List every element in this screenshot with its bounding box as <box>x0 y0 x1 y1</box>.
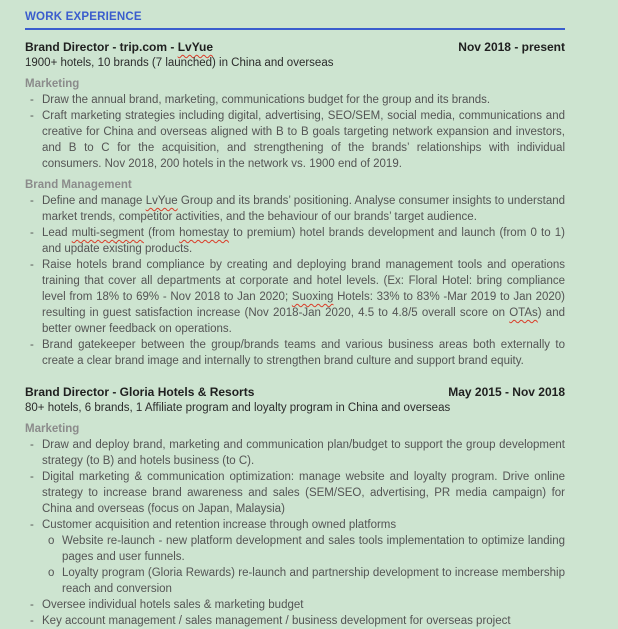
bullet-item <box>25 193 565 225</box>
bullet-text: Draw the annual brand, marketing, communications budget for the group and its brands. <box>42 94 491 106</box>
bullet-item <box>25 437 565 469</box>
bullet-item <box>25 92 565 108</box>
section-title: WORK EXPERIENCE <box>25 11 142 23</box>
bullet-text: Oversee individual hotels sales & marketing budget <box>42 599 304 611</box>
bullet-item <box>25 108 565 172</box>
bullet-dash-marker <box>25 437 42 469</box>
job-dates: May 2015 - Nov 2018 <box>448 385 565 399</box>
bullet-dash-marker <box>25 597 42 613</box>
bullet-item <box>25 337 565 369</box>
job-subtitle: 80+ hotels, 6 brands, 1 Affiliate program and loyalty program in China and overseas <box>25 402 451 414</box>
sub-bullet-text: Loyalty program (Gloria Rewards) re-launch and partnership development to increase membership reach and conversion <box>62 567 565 595</box>
job-header-row <box>25 384 565 400</box>
bullet-item <box>25 469 565 517</box>
bullet-text: Lead multi-segment (from homestay to premium) hotel brands development and launch (from 0 to 1) and update existing products. <box>42 227 565 255</box>
bullet-dash-marker <box>25 108 42 172</box>
job-header-row <box>25 39 565 55</box>
sub-bullet-item <box>48 533 565 565</box>
job-title: Brand Director - Gloria Hotels & Resorts <box>25 385 255 399</box>
job-subtitle: 1900+ hotels, 10 brands (7 launched) in China and overseas <box>25 57 334 69</box>
bullet-text: Craft marketing strategies including digital, advertising, SEO/SEM, social media, communications and creative for China and overseas aligned with B to B goals targeting network expansion and investors, and B to C for the acquisition, and strengthening of the brands’ relationships with individual consumers. Nov 2018, 200 hotels in the network vs. 1900 end of 2019. <box>42 110 565 170</box>
sub-bullet-o-marker <box>48 565 62 597</box>
bullet-item <box>25 225 565 257</box>
bullet-text: Draw and deploy brand, marketing and communication plan/budget to support the group development strategy (to B) and hotels business (to C). <box>42 439 565 467</box>
job-entry-trip-com <box>25 39 565 369</box>
job-title: Brand Director - trip.com - LvYue <box>25 40 214 54</box>
bullet-dash-marker <box>25 613 42 629</box>
sub-bullet-o-marker <box>48 533 62 565</box>
bullet-item <box>25 517 565 533</box>
bullet-dash-marker <box>25 92 42 108</box>
section-underline <box>25 28 565 30</box>
bullet-dash-marker <box>25 257 42 337</box>
subsection-heading-marketing: Marketing <box>25 423 80 435</box>
bullet-text: Customer acquisition and retention increase through owned platforms <box>42 519 397 531</box>
bullet-dash-marker <box>25 337 42 369</box>
bullet-item <box>25 257 565 337</box>
subsection-heading-marketing: Marketing <box>25 78 80 90</box>
job-dates: Nov 2018 - present <box>458 40 565 54</box>
bullet-dash-marker <box>25 517 42 533</box>
bullet-dash-marker <box>25 193 42 225</box>
sub-bullet-text: Website re-launch - new platform development and sales tools implementation to optimize landing pages and user funnels. <box>62 535 565 563</box>
bullet-item <box>25 597 565 613</box>
bullet-dash-marker <box>25 469 42 517</box>
subsection-heading-brand-management: Brand Management <box>25 179 132 191</box>
bullet-dash-marker <box>25 225 42 257</box>
bullet-text: Define and manage LvYue Group and its brands’ positioning. Analyse consumer insights to understand market trends, competitor activities, and the behaviour of our brands’ target audience. <box>42 195 566 223</box>
bullet-text: Brand gatekeeper between the group/brands teams and various business areas both externally to create a clear brand image and internally to strengthen brand culture and support brand equity. <box>42 339 565 367</box>
bullet-text: Key account management / sales management / business development for overseas project <box>42 615 511 627</box>
job-entry-gloria-hotels <box>25 384 565 629</box>
bullet-text: Raise hotels brand compliance by creating and deploying brand management tools and operations training that cover all departments at corporate and hotel levels. (Ex: Floral Hotel: bring compliance level from 18% to 69% - Nov 2018 to Jan 2020; Suoxing Hotels: 33% to 83% -Mar 2019 to Jan 2020) resulting in guest satisfaction increase (Nov 2018-Jan 2020, 4.5 to 4.8/5 overall score on OTAs) and better owner feedback on operations. <box>42 259 565 335</box>
sub-bullet-item <box>48 565 565 597</box>
bullet-item <box>25 613 565 629</box>
bullet-text: Digital marketing & communication optimization: manage website and loyalty program. Drive online strategy to increase brand awareness and sales (SEM/SEO, advertising, PR media campaign) for China and overseas (focus on Japan, Malaysia) <box>42 471 565 515</box>
